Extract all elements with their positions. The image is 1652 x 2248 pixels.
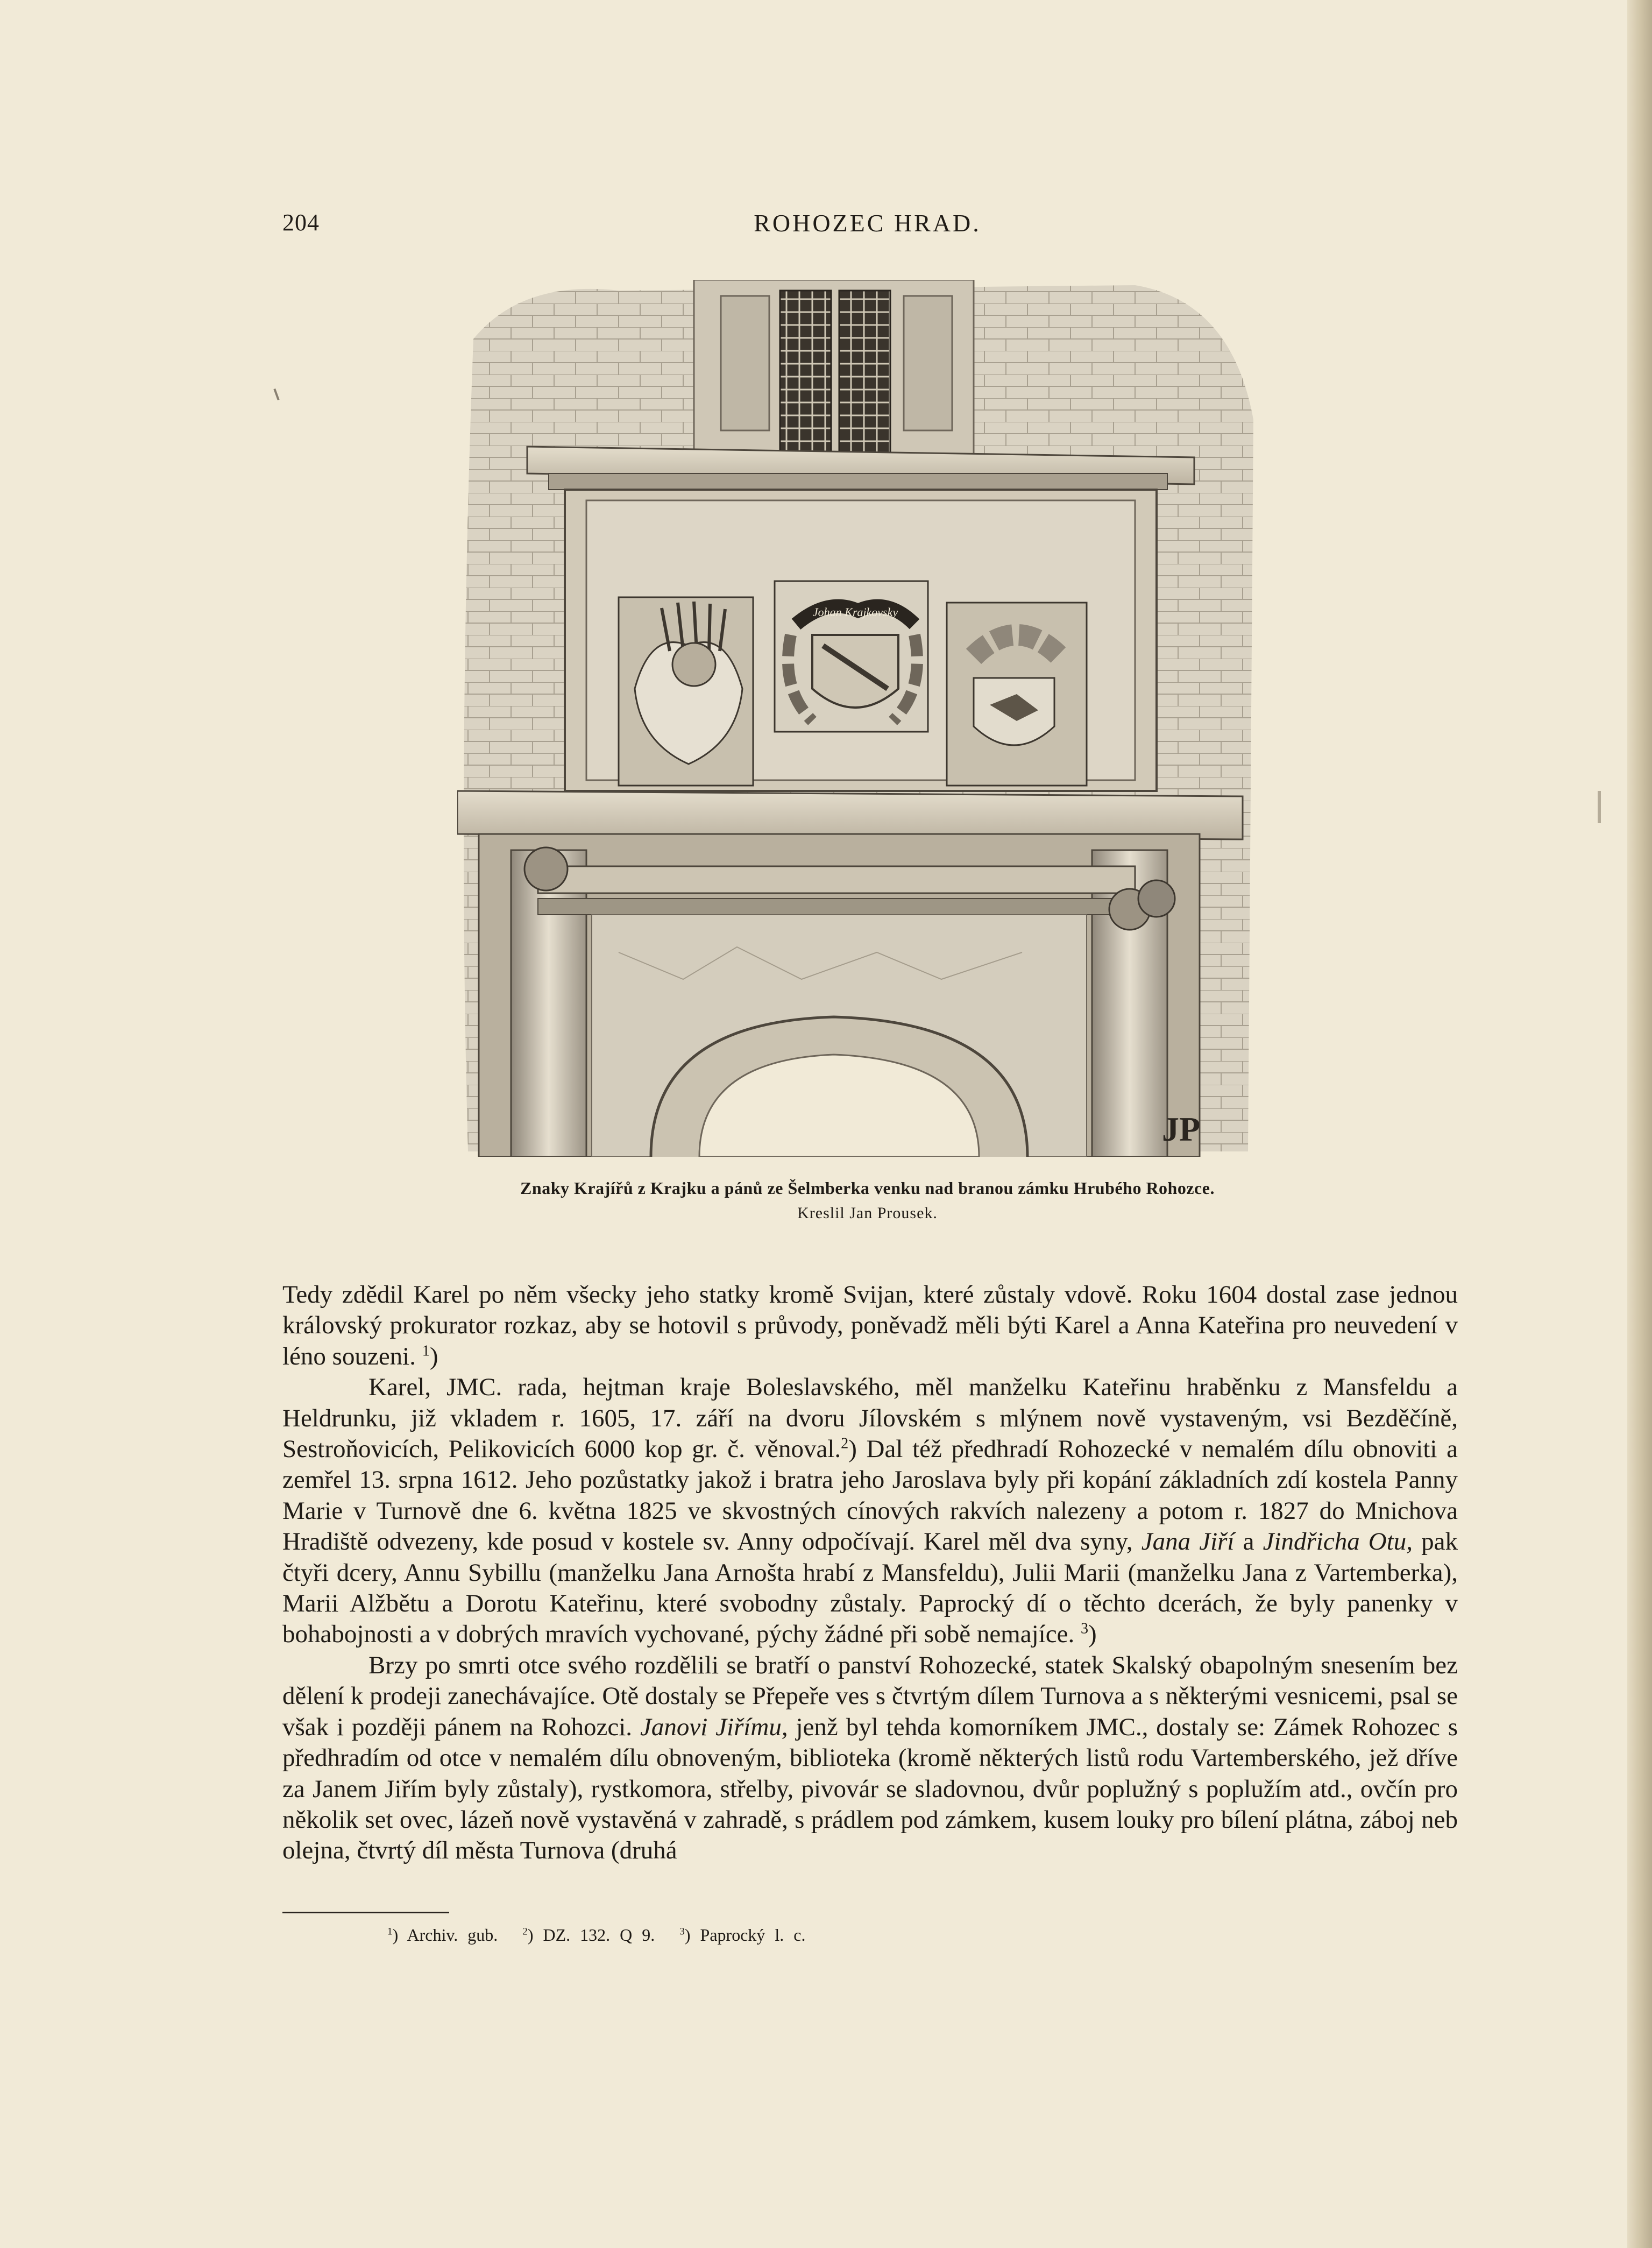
footnote (522, 1925, 655, 1945)
running-title: ROHOZEC HRAD. (754, 209, 981, 237)
gateway-drawing (457, 280, 1264, 1157)
running-header (282, 209, 1452, 241)
paragraph-text: ) (1088, 1620, 1097, 1649)
footnote (387, 1925, 498, 1945)
footnote-text: ) Paprocký l. c. (684, 1925, 806, 1945)
page-edge-shadow (1627, 0, 1652, 2248)
gateway-illustration (457, 280, 1264, 1157)
paragraph-text: pak čtyři dcery, Annu Sybillu (manželku Jana Arnošta hrabí z Mansfeldu), Julii Marii (manželku Jana z Vartemberka), Marii Alžbětu a Dorotu Kateřinu, které svobodny zůstaly. Paprocký dí o těchto dcerách, že byly panenky v bohabojnosti a v dobrých mravích vychované, pýchy žádné při sobě nemajíce. (282, 1528, 1458, 1649)
footnote-ref: 1 (422, 1342, 430, 1360)
banner-text: Johan Krajkovsky (812, 605, 898, 619)
footnote-mark: 2 (522, 1926, 528, 1938)
person-name: Jana Jiří (1141, 1528, 1235, 1556)
paragraph (282, 1279, 1458, 1372)
margin-mark-left (273, 388, 279, 400)
page-number: 204 (282, 209, 320, 236)
footnote-ref: 2 (841, 1435, 849, 1452)
footnote-divider (282, 1912, 449, 1913)
margin-mark (1598, 791, 1601, 823)
figure-caption: Znaky Krajířů z Krajku a pánů ze Šelmberka venku nad branou zámku Hrubého Rohozce. (520, 1178, 1215, 1198)
footnote (679, 1925, 805, 1945)
footnote-mark: 3 (679, 1926, 685, 1938)
artist-monogram: JP (1162, 1110, 1201, 1148)
paragraph-text: Brzy po smrti otce svého rozdělili se bratří o panství Rohozecké, statek Skalský obapolným snesením bez dělení k prodeji zanechávajíce. Otě dostaly se Přepeře ves s čtvrtým dílem Turnova a s některými vesnicemi, psal se však i později pánem na Rohozci. (282, 1651, 1458, 1741)
body-text (282, 1279, 1458, 1867)
paragraph-text: Tedy zdědil Karel po něm všecky jeho statky kromě Svijan, které zůstaly vdově. Roku 1604 dostal zase jednou královský prokurator rozkaz, aby se hotovil s průvody, poněvadž měli býti Karel a Anna Kateřina pro neuvedení v léno souzeni. (282, 1281, 1458, 1370)
paragraph-text: Karel, JMC. rada, hejtman kraje Boleslavského, měl manželku Kateřinu hraběnku z Mansfeldu a Heldrunku, již vkladem r. 1605, 17. září na dvoru Jílovském s mlýnem nově vystaveným, vsi Bezděčíně, Sestroňovicích, Pelikovicích 6000 kop gr. č. věnoval. (282, 1373, 1458, 1464)
paragraph (282, 1372, 1458, 1650)
paragraph-text: a (1243, 1528, 1254, 1556)
footnote-text: ) Archiv. gub. (392, 1925, 498, 1945)
paragraph (282, 1650, 1458, 1867)
footnote-text: ) DZ. 132. Q 9. (527, 1925, 655, 1945)
figure-credit: Kreslil Jan Prousek. (797, 1204, 938, 1222)
paragraph-text: jenž byl tehda komorníkem JMC., dostaly se: Zámek Rohozec s předhradím od otce v nemalém dílu obnoveným, biblioteka (kromě některých listů rodu Vartemberského, jež dříve za Janem Jiřím byly zůstaly), rystkomora, střelby, pivovár se sladovnou, dvůr poplužný s poplužím atd., ovčín pro několik set ovec, lázeň nově vystavěná v zahradě, s prádlem pod zámkem, kusem louky pro bílení plátna, záboj neb olejna, čtvrtý díl města Turnova (druhá (282, 1713, 1458, 1865)
paragraph-text: ) (429, 1342, 438, 1370)
paragraph-text: ) Dal též předhradí Rohozecké v nemalém dílu obnoviti a zemřel 13. srpna 1612. Jeho pozůstatky jakož i bratra jeho Jaroslava byly při kopání základních zdí kostela Panny Marie v Turnově dne 6. května 1825 ve skvostných cínových rakvích nalezeny a potom r. 1827 do Mnichova Hradiště odvezeny, kde posud v kostele sv. Anny odpočívají. Karel měl dva syny, (282, 1435, 1458, 1556)
footnotes (387, 1925, 820, 1945)
person-name: Jindřicha Otu, (1263, 1528, 1413, 1556)
person-name: Janovi Jiřímu, (640, 1713, 788, 1741)
footnote-ref: 3 (1080, 1620, 1089, 1637)
footnote-mark: 1 (387, 1926, 393, 1938)
